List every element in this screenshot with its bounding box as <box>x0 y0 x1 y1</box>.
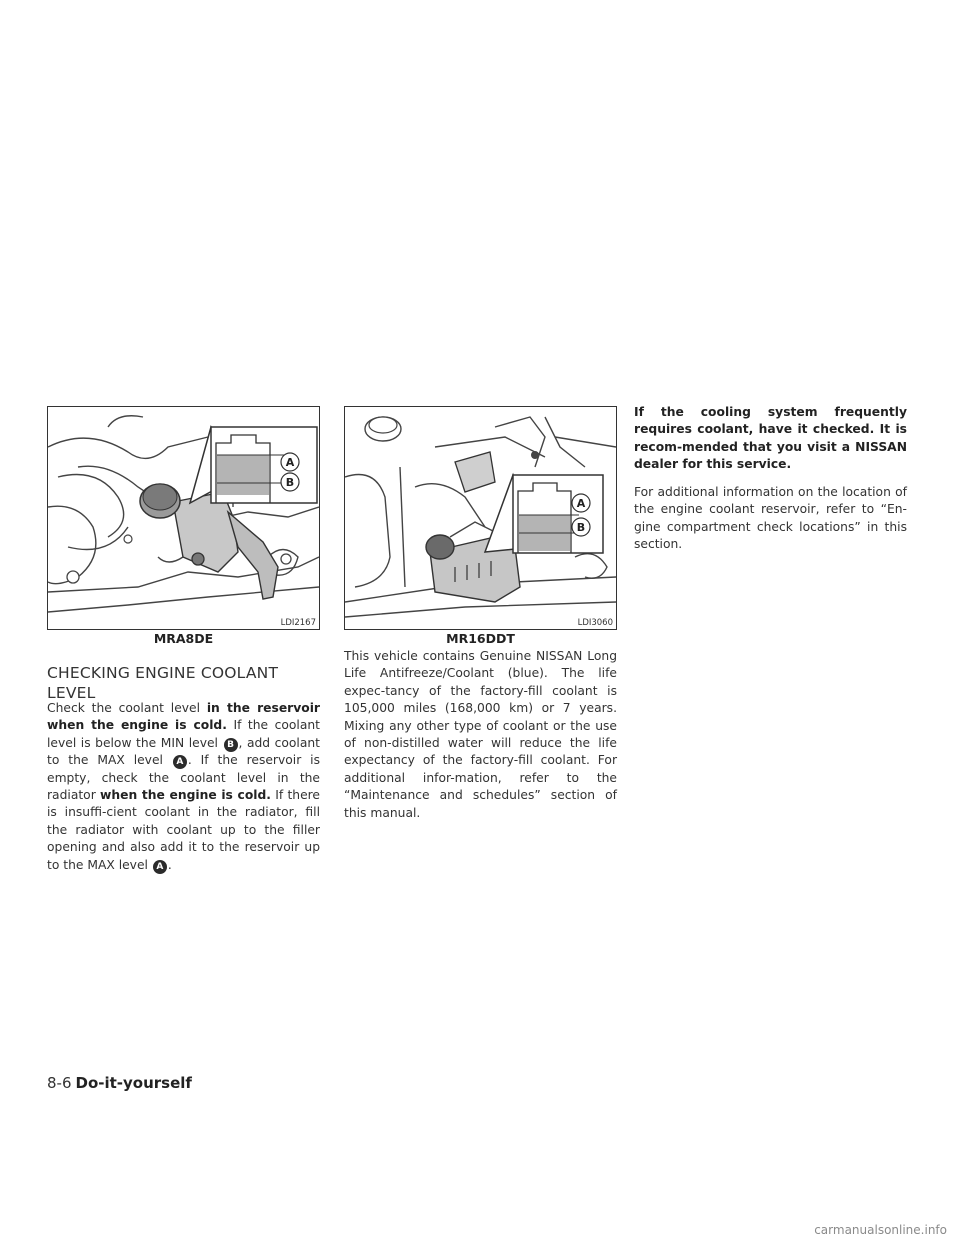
inset-label-b: B <box>285 476 295 489</box>
section-heading: CHECKING ENGINE COOLANT LEVEL <box>47 663 279 702</box>
engine-illustration-mr16ddt <box>345 407 616 629</box>
inset-label-a: A <box>285 456 295 469</box>
figure-id: LDI2167 <box>280 618 316 628</box>
page-number: 8-6 <box>47 1074 72 1092</box>
text-run: Check the coolant level <box>47 701 207 715</box>
figure-caption: MR16DDT <box>446 631 515 646</box>
text-run: , add coolant to the MAX level <box>47 735 320 768</box>
coolant-check-paragraph <box>47 700 320 874</box>
callout-a-icon: A <box>153 860 167 874</box>
service-warning <box>634 404 907 474</box>
engine-illustration-mra8de <box>48 407 319 629</box>
emphasis-text: when the engine is cold. <box>100 788 271 803</box>
reservoir-location-paragraph: For additional information on the location of the engine coolant reservoir, refer to “En-gine compartment check locations” in this section. <box>634 485 907 552</box>
warning-text: If the cooling system frequently requires coolant, have it checked. It is recom-mended that you visit a NISSAN dealer for this service. <box>634 405 907 472</box>
inset-label-b: B <box>576 521 586 534</box>
page-footer <box>47 1074 192 1092</box>
figure-caption: MRA8DE <box>153 631 214 646</box>
text-run: . If the reservoir is empty, check the coolant level in the radiator <box>47 753 320 803</box>
text-run: . <box>167 857 172 872</box>
text-run: If there is insuffi-cient coolant in the radiator, fill the radiator with coolant up to the filler opening and also add it to the reservoir up to the MAX level <box>47 788 320 872</box>
figure-id: LDI3060 <box>577 618 613 628</box>
figure-mr16ddt <box>344 406 617 630</box>
chapter-title: Do-it-yourself <box>75 1074 192 1092</box>
figure-mra8de <box>47 406 320 630</box>
text-run: If the coolant level is below the MIN level <box>47 718 320 750</box>
emphasis-text: in the reservoir when the engine is cold. <box>47 701 320 733</box>
callout-a-icon: A <box>173 755 187 769</box>
watermark: carmanualsonline.info <box>814 1223 947 1237</box>
callout-b-icon: B <box>224 738 238 752</box>
antifreeze-paragraph: This vehicle contains Genuine NISSAN Long Life Antifreeze/Coolant (blue). The life expec-tancy of the factory-fill coolant is 105,000 miles (168,000 km) or 7 years. Mixing any other type of coolant or the use of non-distilled water will reduce the life expectancy of the factory-fill coolant. For additional infor-mation, refer to the “Maintenance and schedules” section of this manual. <box>344 649 617 820</box>
inset-label-a: A <box>576 497 586 510</box>
